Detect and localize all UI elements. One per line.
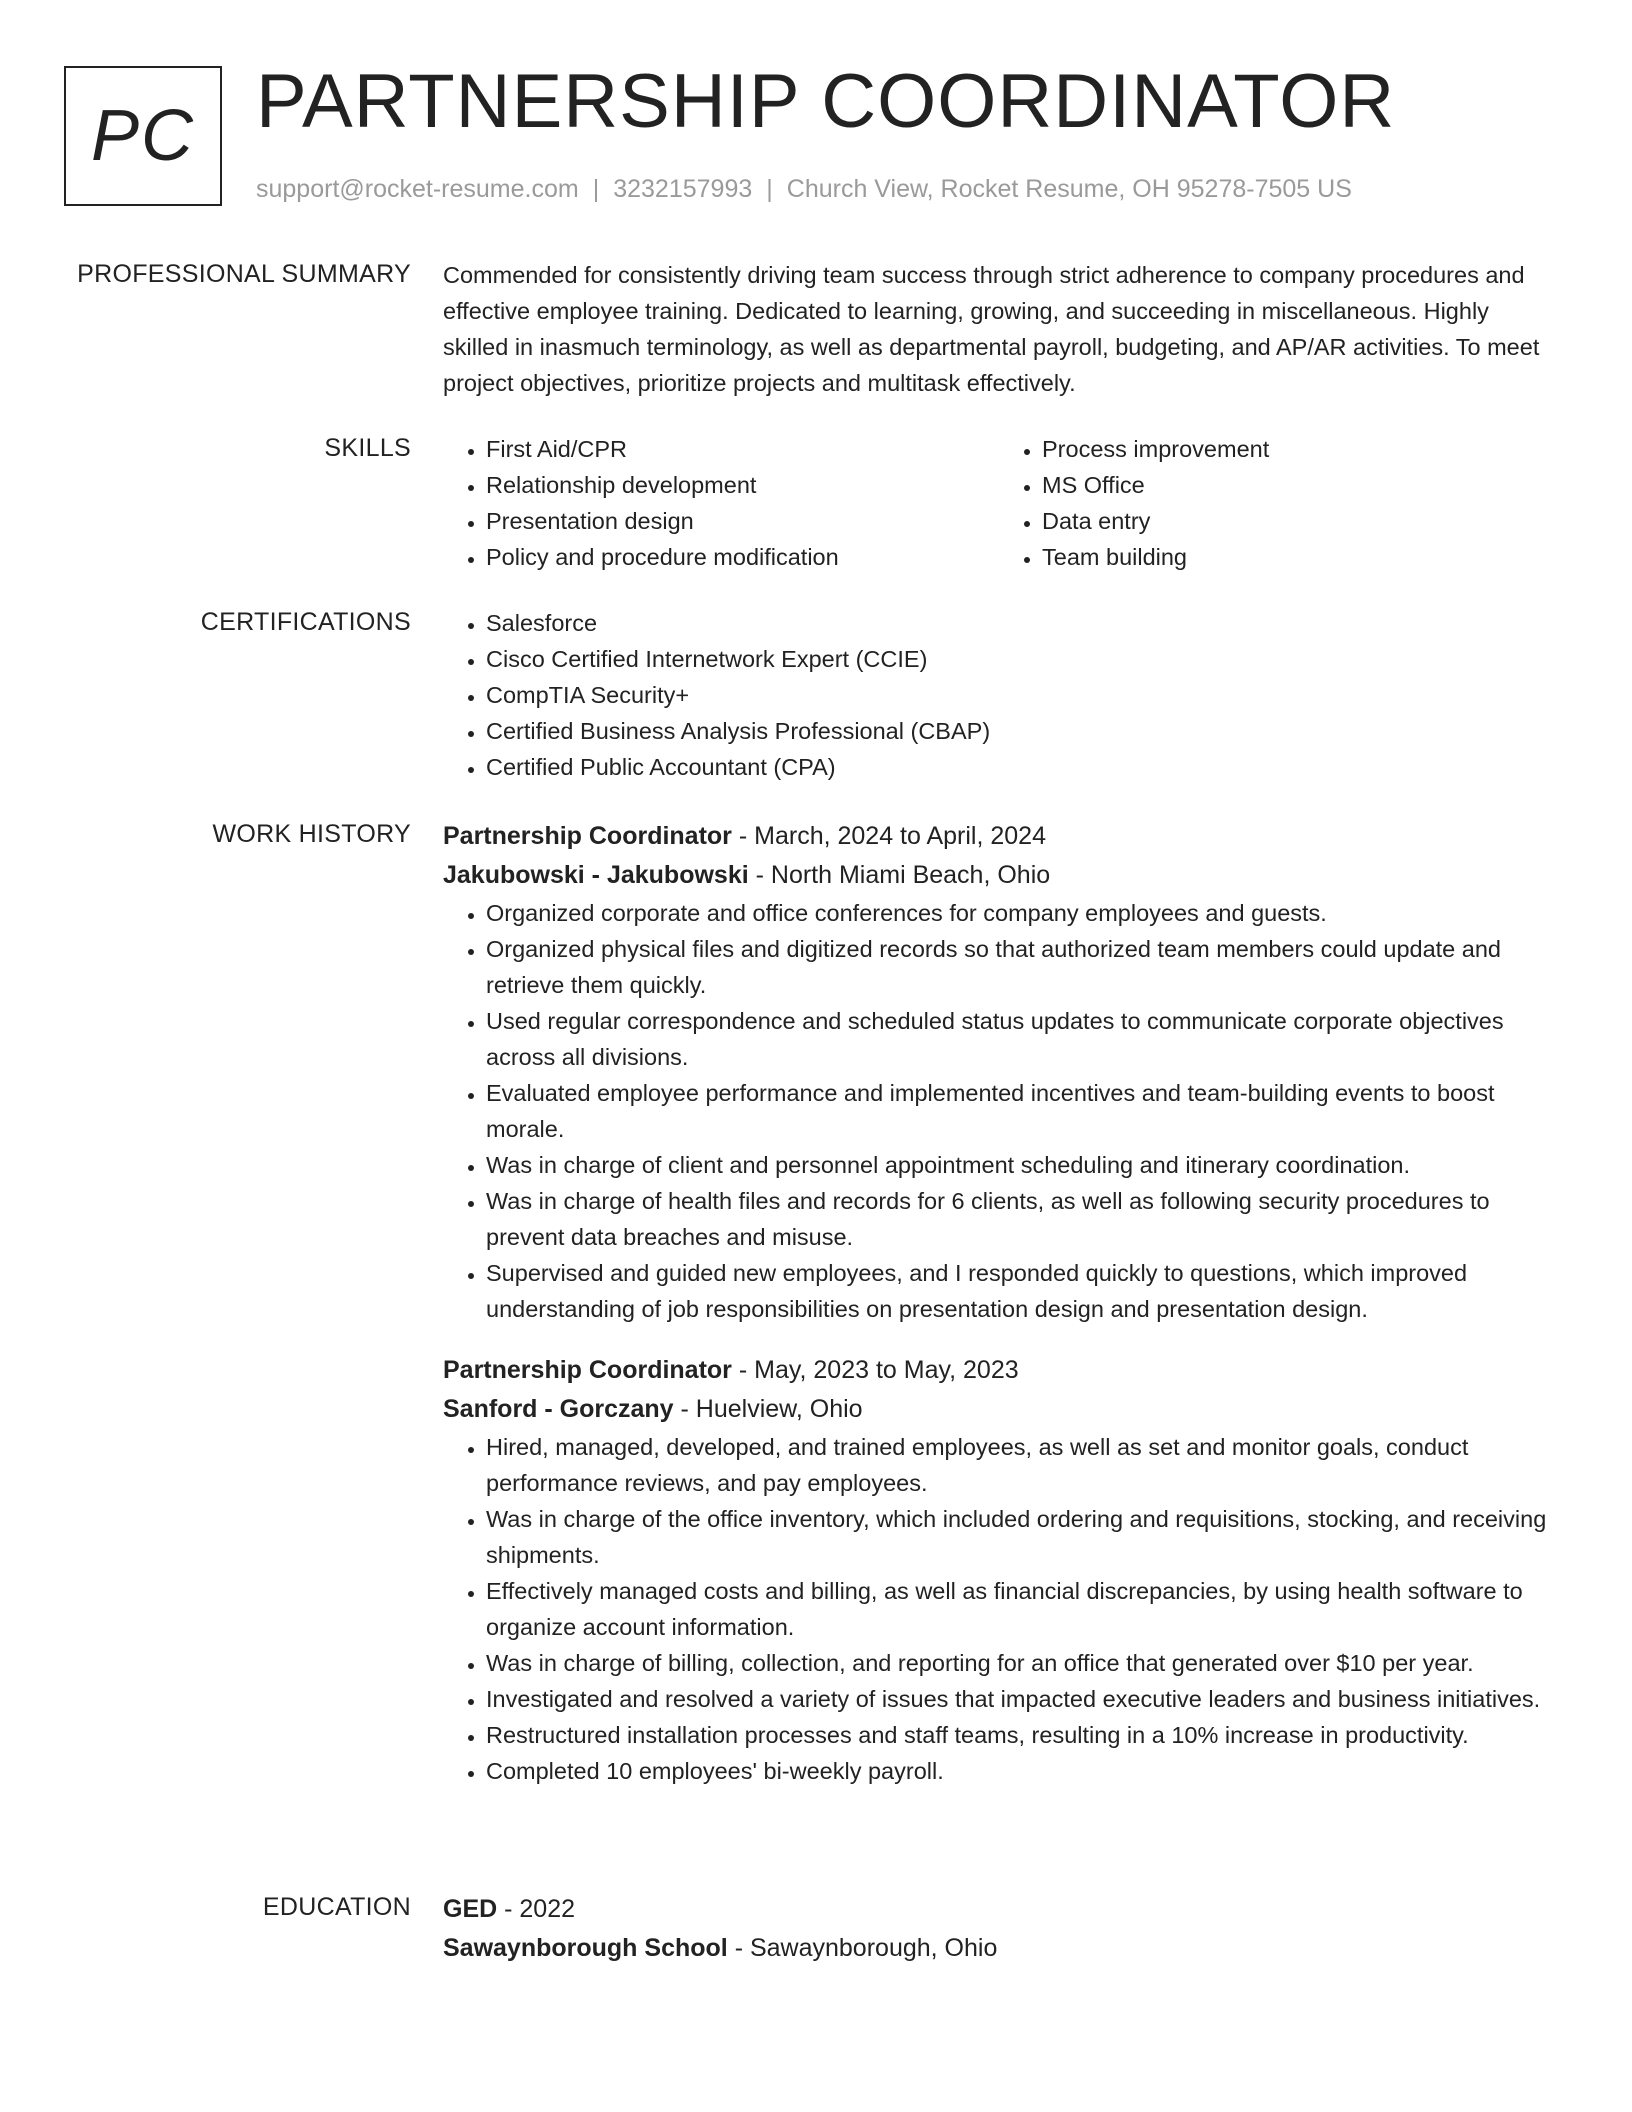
list-item: • Presentation design bbox=[486, 503, 999, 539]
certifications-body bbox=[443, 605, 1555, 785]
job-location: - North Miami Beach, Ohio bbox=[748, 861, 1051, 889]
contact-line bbox=[256, 172, 1352, 206]
job-dates: - May, 2023 to May, 2023 bbox=[731, 1356, 1019, 1384]
work-history-body bbox=[443, 817, 1555, 1789]
certifications-label: CERTIFICATIONS bbox=[200, 608, 411, 636]
list-item: • Supervised and guided new employees, and I responded quickly to questions, which improved understanding of job responsibilities on presentation design and presentation design. bbox=[486, 1255, 1555, 1327]
job-location: - Huelview, Ohio bbox=[673, 1395, 863, 1423]
job-org-line bbox=[443, 1389, 1555, 1429]
job-entry bbox=[443, 817, 1555, 1327]
work-history-label: WORK HISTORY bbox=[212, 820, 411, 848]
job-company: Sanford - Gorczany bbox=[443, 1395, 674, 1423]
job-bullets bbox=[443, 1429, 1555, 1789]
list-item: • Effectively managed costs and billing, as well as financial discrepancies, by using health software to organize account information. bbox=[486, 1573, 1555, 1645]
list-item: • Restructured installation processes and staff teams, resulting in a 10% increase in productivity. bbox=[486, 1717, 1555, 1753]
list-item: • Hired, managed, developed, and trained employees, as well as set and monitor goals, conduct performance reviews, and pay employees. bbox=[486, 1429, 1555, 1501]
monogram-box bbox=[64, 66, 222, 206]
job-company: Jakubowski - Jakubowski bbox=[443, 861, 749, 889]
education-school: Sawaynborough School bbox=[443, 1934, 728, 1962]
job-entry bbox=[443, 1351, 1555, 1789]
job-bullets bbox=[443, 895, 1555, 1327]
education-label: EDUCATION bbox=[262, 1893, 411, 1921]
resume-name-title: PARTNERSHIP COORDINATOR bbox=[256, 59, 1396, 144]
education-body bbox=[443, 1890, 1555, 1968]
skills-label: SKILLS bbox=[324, 434, 411, 462]
summary-body bbox=[443, 257, 1555, 401]
list-item: • Data entry bbox=[1042, 503, 1555, 539]
list-item: • Process improvement bbox=[1042, 431, 1555, 467]
summary-label: PROFESSIONAL SUMMARY bbox=[77, 260, 411, 288]
list-item: • Relationship development bbox=[486, 467, 999, 503]
list-item: • Salesforce bbox=[486, 605, 1555, 641]
education-degree: GED bbox=[443, 1895, 498, 1923]
contact-email: support@rocket-resume.com bbox=[256, 175, 579, 203]
list-item: • MS Office bbox=[1042, 467, 1555, 503]
list-item: • Certified Business Analysis Professional (CBAP) bbox=[486, 713, 1555, 749]
list-item: • Used regular correspondence and scheduled status updates to communicate corporate objectives across all divisions. bbox=[486, 1003, 1555, 1075]
list-item: • Investigated and resolved a variety of issues that impacted executive leaders and business initiatives. bbox=[486, 1681, 1555, 1717]
education-year: - 2022 bbox=[497, 1895, 576, 1923]
skills-list-right bbox=[999, 431, 1555, 575]
list-item: • Certified Public Accountant (CPA) bbox=[486, 749, 1555, 785]
list-item: • Was in charge of client and personnel appointment scheduling and itinerary coordination. bbox=[486, 1147, 1555, 1183]
list-item: • Completed 10 employees' bi-weekly payroll. bbox=[486, 1753, 1555, 1789]
list-item: • Cisco Certified Internetwork Expert (CCIE) bbox=[486, 641, 1555, 677]
list-item: • Evaluated employee performance and implemented incentives and team-building events to boost morale. bbox=[486, 1075, 1555, 1147]
list-item: • First Aid/CPR bbox=[486, 431, 999, 467]
education-school-line bbox=[443, 1928, 1555, 1968]
list-item: • Policy and procedure modification bbox=[486, 539, 999, 575]
contact-address: Church View, Rocket Resume, OH 95278-7505 US bbox=[786, 175, 1352, 203]
list-item: • Was in charge of billing, collection, and reporting for an office that generated over $10 per year. bbox=[486, 1645, 1555, 1681]
summary-text: Commended for consistently driving team success through strict adherence to company procedures and effective employee training. Dedicated to learning, growing, and succeeding in miscellaneous. Highly skilled in inasmuch terminology, as well as departmental payroll, budgeting, and AP/AR activities. To meet project objectives, prioritize projects and multitask effectively. bbox=[443, 262, 1540, 396]
job-org-line bbox=[443, 855, 1555, 895]
list-item: • Was in charge of health files and records for 6 clients, as well as following security procedures to prevent data breaches and misuse. bbox=[486, 1183, 1555, 1255]
monogram-initials: PC bbox=[90, 96, 196, 176]
list-item: • CompTIA Security+ bbox=[486, 677, 1555, 713]
job-title-line bbox=[443, 1351, 1555, 1389]
list-item: • Organized physical files and digitized records so that authorized team members could update and retrieve them quickly. bbox=[486, 931, 1555, 1003]
education-location: - Sawaynborough, Ohio bbox=[727, 1934, 998, 1962]
skills-list-left bbox=[443, 431, 999, 575]
contact-separator: | bbox=[766, 175, 773, 203]
skills-body bbox=[443, 431, 1555, 575]
list-item: • Organized corporate and office conferences for company employees and guests. bbox=[486, 895, 1555, 931]
list-item: • Team building bbox=[1042, 539, 1555, 575]
certifications-list bbox=[443, 605, 1555, 785]
contact-separator: | bbox=[592, 175, 600, 203]
education-degree-line bbox=[443, 1890, 1555, 1928]
job-title: Partnership Coordinator bbox=[443, 1356, 732, 1384]
job-title: Partnership Coordinator bbox=[443, 822, 732, 850]
job-dates: - March, 2024 to April, 2024 bbox=[731, 822, 1046, 850]
contact-phone: 3232157993 bbox=[613, 175, 753, 203]
list-item: • Was in charge of the office inventory, which included ordering and requisitions, stocking, and receiving shipments. bbox=[486, 1501, 1555, 1573]
job-title-line bbox=[443, 817, 1555, 855]
